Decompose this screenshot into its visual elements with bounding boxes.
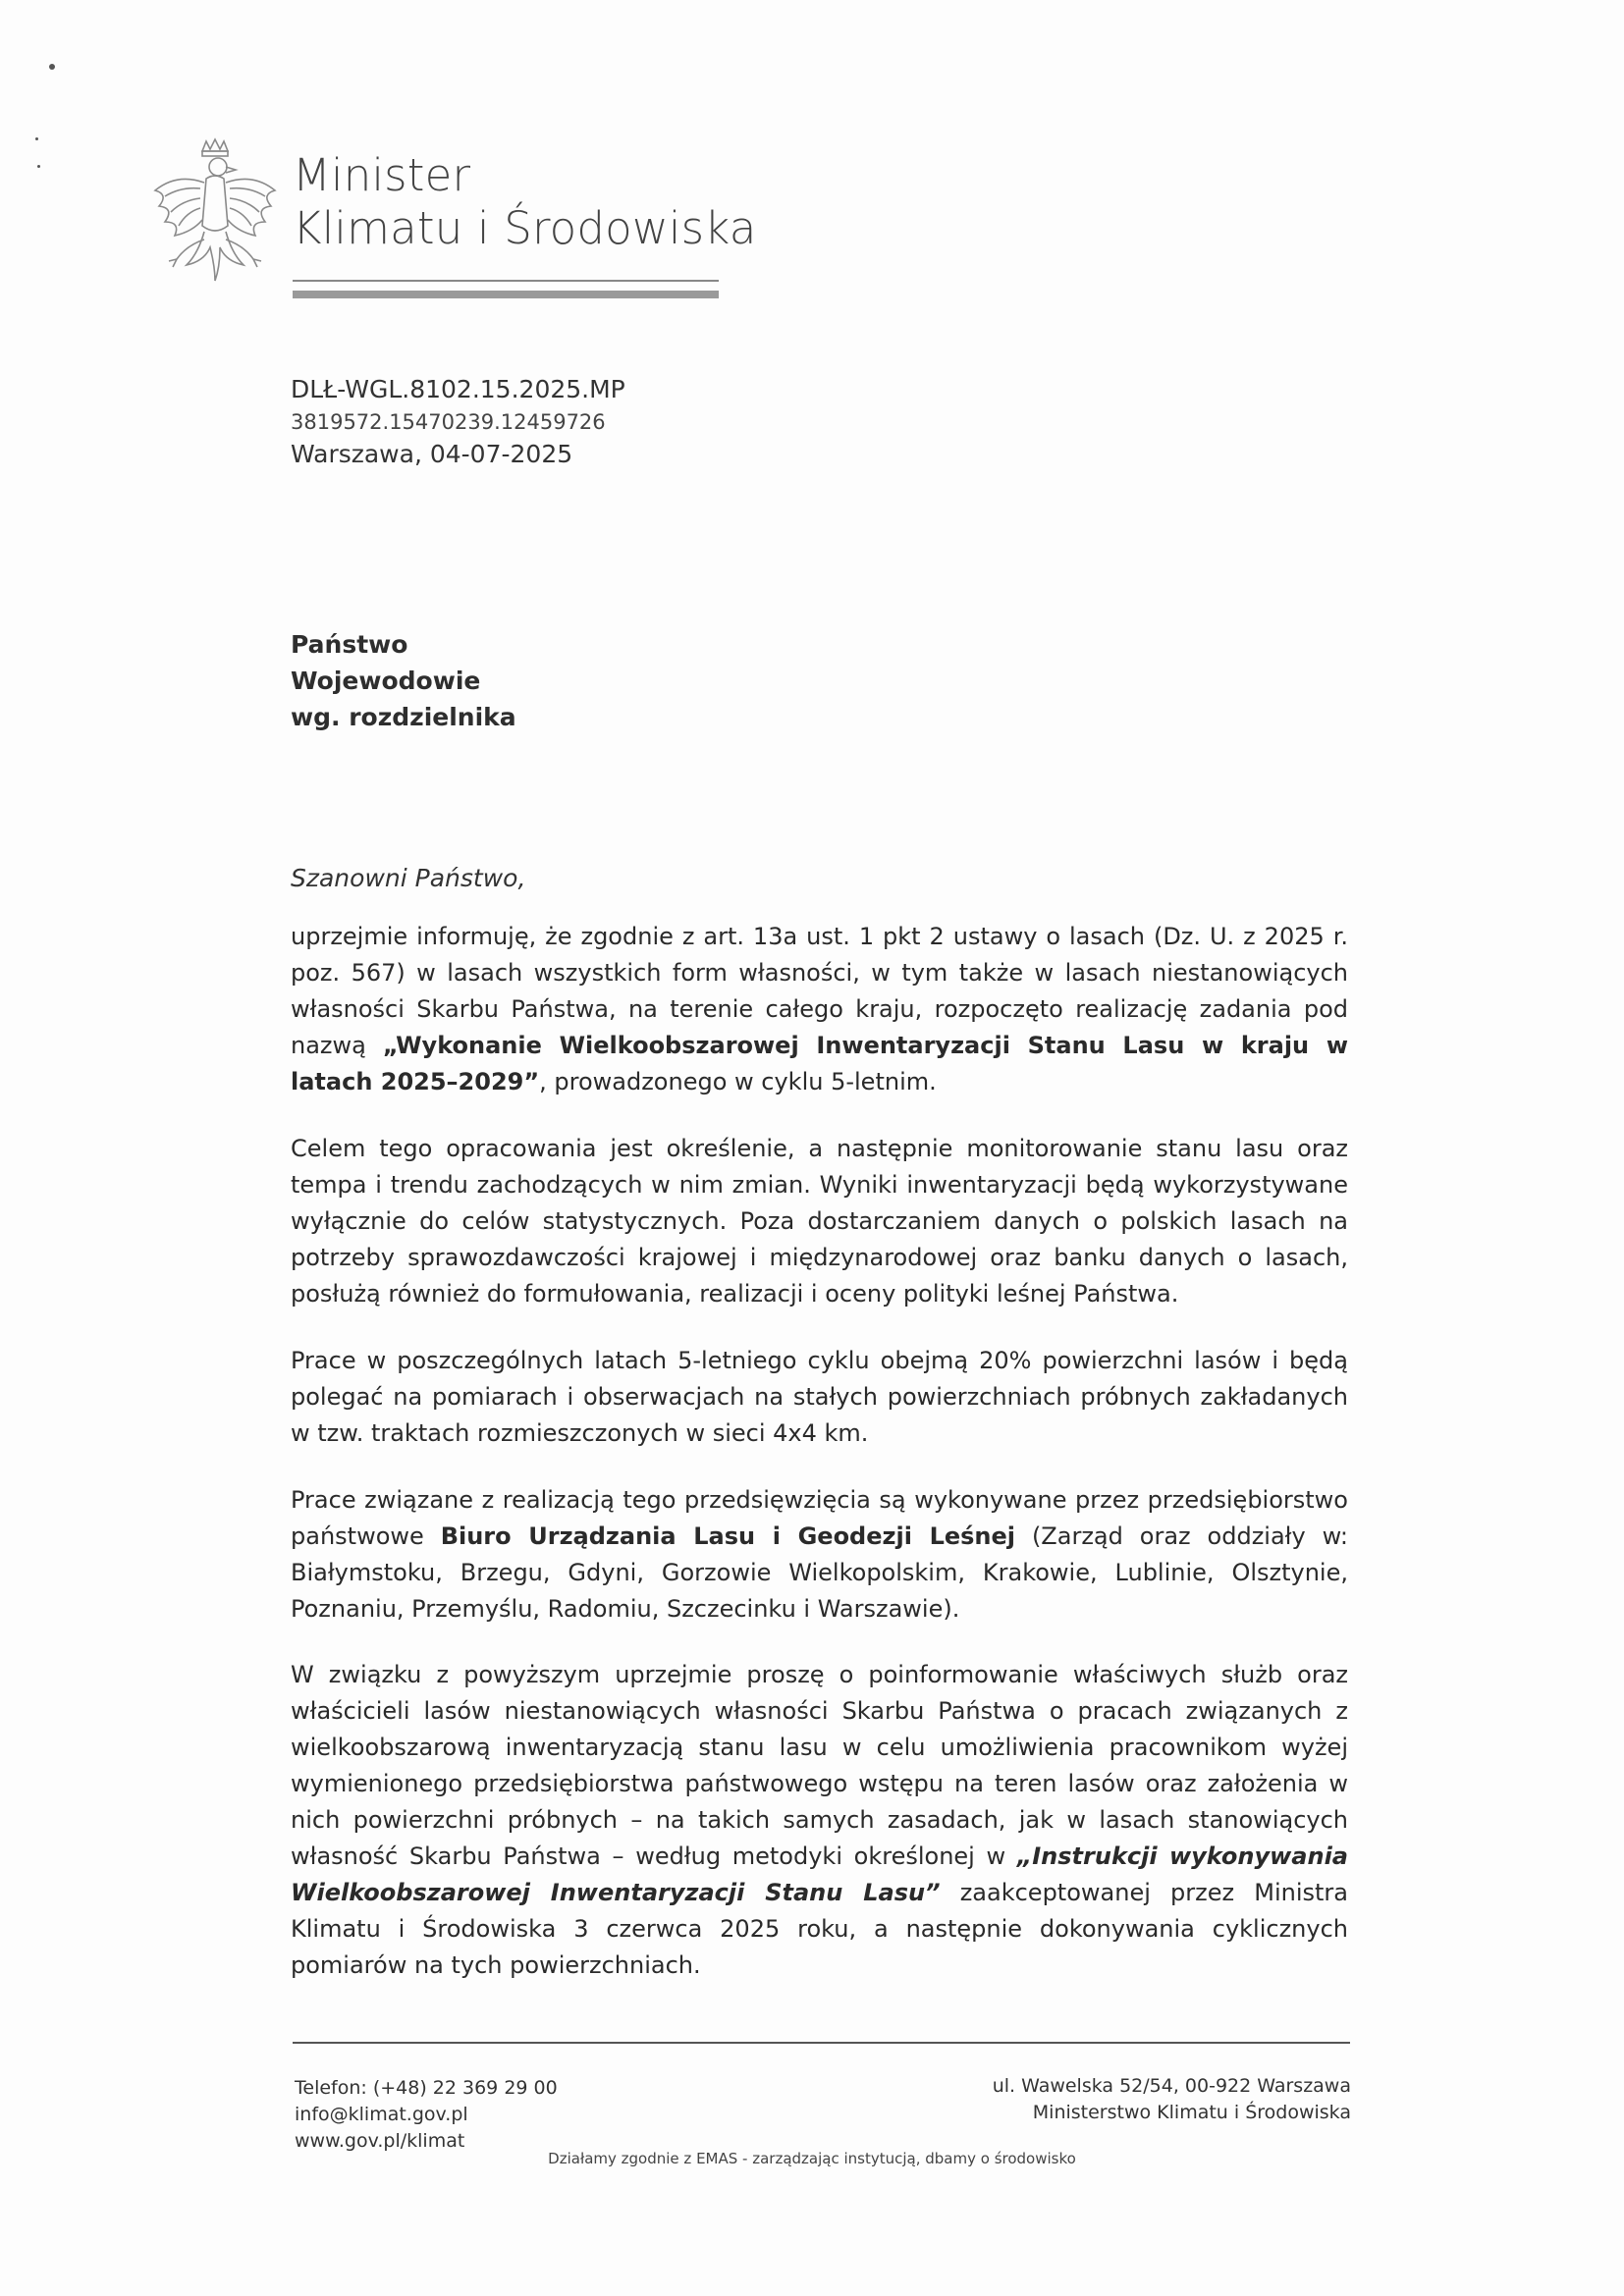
footer-divider [293,2042,1350,2044]
case-reference-sign: DLŁ-WGL.8102.15.2025.MP [291,375,625,403]
scan-speck [35,137,38,140]
footer-institution: Ministerstwo Klimatu i Środowiska [1032,2102,1351,2123]
ministry-title [293,149,757,255]
body-paragraph-2: Celem tego opracowania jest określenie, a następnie monitorowanie stanu lasu oraz tempa i trendu zachodzących w nim zmian. Wyniki inwentaryzacji będą wykorzystywane wyłącznie do celów statystycznych. Poza dostarczaniem danych o polskich lasach na potrzeby sprawozdawczości krajowej i międzynarodowej oraz banku danych o lasach, posłużą również do formułowania, realizacji i oceny polityki leśnej Państwa. [291,1135,1348,1308]
ministry-title-line2: Klimatu i Środowiska [293,202,757,254]
addressee-line2: Wojewodowie [291,667,481,695]
scan-speck [37,165,40,168]
place-and-date: Warszawa, 04-07-2025 [291,440,573,468]
body-paragraph-5 [291,1657,1348,1984]
footer-emas-note: Działamy zgodnie z EMAS - zarządzając instytucją, dbamy o środowisko [548,2150,1076,2167]
body-paragraph-4 [291,1482,1348,1628]
task-name-bold: „Wykonanie Wielkoobszarowej Inwentaryzacji Stanu Lasu w kraju w latach 2025–2029” [291,1032,1349,1095]
header-divider-thin [293,280,719,282]
footer-address-block [993,2073,1351,2126]
body-paragraph-3: Prace w poszczególnych latach 5-letniego cyklu obejmą 20% powierzchni lasów i będą polegać na pomiarach i obserwacjach na stałych powierzchniach próbnych zakładanych w tzw. traktach rozmieszczonych w sieci 4x4 km. [291,1347,1348,1447]
paragraph-text: Prace związane z realizacją tego przedsięwzięcia są wykonywane przez przedsiębiorstwo państwowe [291,1486,1348,1550]
footer-address: ul. Wawelska 52/54, 00-922 Warszawa [992,2075,1351,2097]
salutation: Szanowni Państwo, [291,864,526,892]
company-name-bold: Biuro Urządzania Lasu i Geodezji Leśnej [440,1522,1016,1550]
header-divider-thick [293,291,719,298]
ministry-title-line1: Minister [293,149,471,201]
polish-eagle-emblem-icon [147,137,283,298]
body-paragraph-1 [291,919,1348,1100]
addressee-line1: Państwo [291,630,408,659]
paragraph-text: zaakceptowanej przez Ministra Klimatu i Środowiska 3 czerwca 2025 roku, a następnie dokonywania cyklicznych pomiarów na tych powierzchniach. [291,1879,1348,1979]
document-number: 3819572.15470239.12459726 [291,410,606,434]
paragraph-text: W związku z powyższym uprzejmie proszę o poinformowanie właściwych służb oraz właścicieli lasów niestanowiących własności Skarbu Państwa o pracach związanych z wielkoobszarową inwentaryzacją stanu lasu w celu umożliwienia pracownikom wyżej wymienionego przedsiębiorstwa państwowego wstępu na teren lasów oraz założenia w nich powierzchni próbnych – na takich samych zasadach, jak w lasach stanowiących własność Skarbu Państwa – według metodyki określonej w [291,1661,1348,1870]
paragraph-text: (Zarząd oraz oddziały w: Białymstoku, Brzegu, Gdyni, Gorzowie Wielkopolskim, Krakowie, Lublinie, Olsztynie, Poznaniu, Przemyślu, Radomiu, Szczecinku i Warszawie). [291,1522,1349,1623]
footer-phone: Telefon: (+48) 22 369 29 00 [295,2077,558,2099]
footer-website: www.gov.pl/klimat [295,2130,465,2152]
footer-email: info@klimat.gov.pl [295,2104,468,2125]
paragraph-text: uprzejmie informuję, że zgodnie z art. 13a ust. 1 pkt 2 ustawy o lasach (Dz. U. z 2025 r. poz. 567) w lasach wszystkich form własności, w tym także w lasach niestanowiących własności Skarbu Państwa, na terenie całego kraju, rozpoczęto realizację zadania pod nazwą [291,923,1348,1059]
scan-speck [49,64,55,70]
paragraph-text: , prowadzonego w cyklu 5-letnim. [539,1068,937,1095]
instruction-title-bold-italic: „Instrukcji wykonywania Wielkoobszarowej Inwentaryzacji Stanu Lasu” [291,1842,1348,1906]
addressee-line3: wg. rozdzielnika [291,703,516,731]
footer-contact [295,2075,558,2155]
addressee-block [291,626,516,735]
